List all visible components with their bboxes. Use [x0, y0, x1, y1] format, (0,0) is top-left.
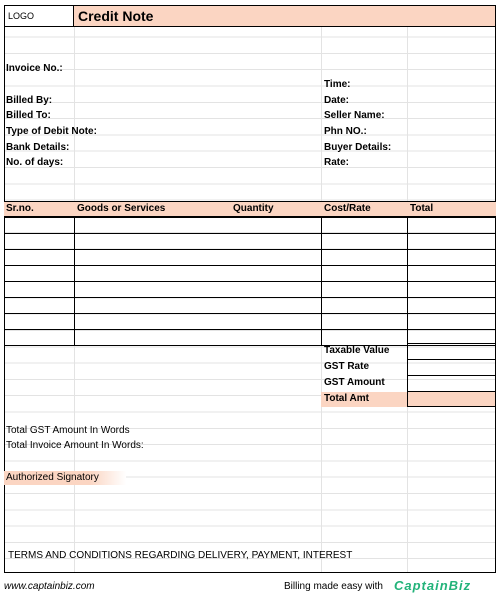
logo-placeholder: LOGO: [4, 5, 74, 27]
table-row-line: [4, 265, 496, 266]
col-header-srno: Sr.no.: [6, 203, 34, 214]
table-row-line: [4, 217, 496, 218]
bank-details-label: Bank Details:: [6, 142, 70, 153]
table-row-line: [4, 281, 496, 282]
authorized-signatory-label: Authorized Signatory: [6, 472, 99, 483]
website-link[interactable]: www.captainbiz.com: [4, 581, 95, 592]
no-of-days-label: No. of days:: [6, 157, 64, 168]
billed-by-label: Billed By:: [6, 95, 53, 106]
gst-amount-words-label: Total GST Amount In Words: [6, 425, 130, 436]
date-label: Date:: [324, 95, 350, 106]
gst-amount-label: GST Amount: [324, 377, 385, 388]
table-row-line: [4, 313, 496, 314]
phn-no-label: Phn NO.:: [324, 126, 367, 137]
debit-note-type-label: Type of Debit Note:: [6, 126, 97, 137]
col-header-cost-rate: Cost/Rate: [324, 203, 371, 214]
page-footer: [4, 578, 496, 598]
gst-rate-label: GST Rate: [324, 361, 370, 372]
document-title: Credit Note: [74, 5, 496, 27]
document-frame: [4, 27, 496, 573]
table-column-line: [407, 217, 408, 345]
table-row-line: [4, 233, 496, 234]
invoice-no-label: Invoice No.:: [6, 63, 63, 74]
brand-logo: CaptainBiz: [394, 578, 472, 593]
time-label: Time:: [324, 79, 351, 90]
seller-name-label: Seller Name:: [324, 110, 385, 121]
credit-note-sheet: [4, 5, 496, 573]
table-row-line: [4, 297, 496, 298]
col-header-goods: Goods or Services: [77, 203, 166, 214]
terms-and-conditions: TERMS AND CONDITIONS REGARDING DELIVERY, PAYMENT, INTEREST: [8, 550, 353, 561]
rate-label: Rate:: [324, 157, 350, 168]
col-header-quantity: Quantity: [233, 203, 274, 214]
table-row-line: [4, 249, 496, 250]
footer-tagline: Billing made easy with: [284, 581, 383, 592]
table-column-line: [321, 217, 322, 345]
items-table-header: [4, 201, 496, 217]
billed-to-label: Billed To:: [6, 110, 51, 121]
table-row-line: [4, 329, 496, 330]
invoice-amount-words-label: Total Invoice Amount In Words:: [6, 440, 144, 451]
col-header-total: Total: [410, 203, 434, 214]
buyer-details-label: Buyer Details:: [324, 142, 392, 153]
taxable-value-label: Taxable Value: [324, 345, 390, 356]
total-amt-label: Total Amt: [324, 393, 369, 404]
table-column-line: [74, 217, 75, 345]
